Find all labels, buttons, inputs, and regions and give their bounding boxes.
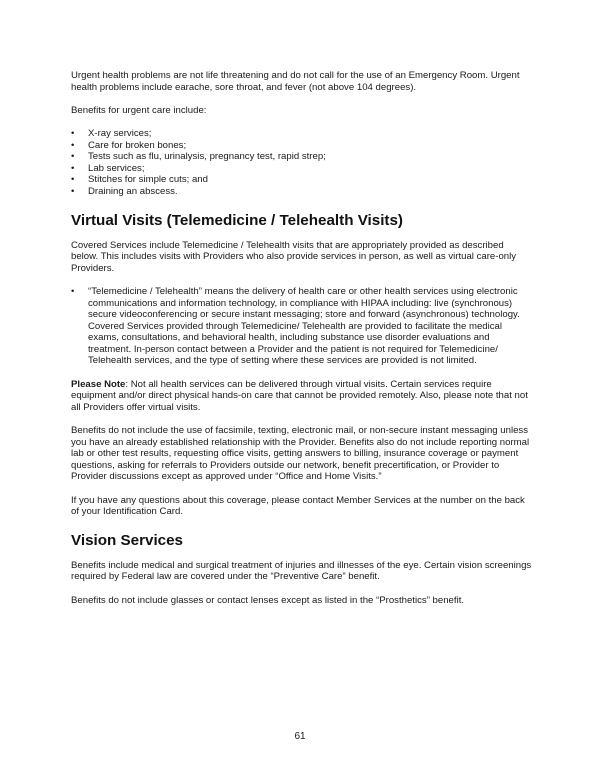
urgent-intro-paragraph: Urgent health problems are not life threatening and do not call for the use of an Emergency Room. Urgent health problems include earache, sore throat, and fever (not above 104 degrees). bbox=[71, 70, 520, 93]
virtual-definition-list bbox=[71, 286, 533, 367]
vision-exclusions-paragraph: Benefits do not include glasses or contact lenses except as listed in the “Prosthetics” benefit. bbox=[71, 594, 465, 606]
virtual-covered-paragraph: Covered Services include Telemedicine / Telehealth visits that are appropriately provided as described below. This includes visits with Providers who also provide services in person, as well as virtual care-only Providers. bbox=[71, 239, 517, 274]
please-note-label: Please Note bbox=[71, 378, 126, 390]
list-item: • “Telemedicine / Telehealth” means the delivery of health care or other health services using electronic communications and information technology, in compliance with HIPAA including: live (synchronous) secure videoconferencing or secure instant messaging; store and forward (asynchronous) technology. Covered Services provided through Telemedicine/ Telehealth are provided to facilitate the medical exams, consultations, and behavioral health, including substance use disorder evaluations and treatment. In-person contact between a Provider and the patient is not required for Telemedicine/ Telehealth services, and the type of setting where these services are provided is not limited. bbox=[71, 285, 520, 367]
list-item: • Tests such as flu, urinalysis, pregnancy test, rapid strep; bbox=[71, 151, 326, 163]
list-item: • Draining an abscess. bbox=[71, 185, 178, 197]
virtual-visits-heading: Virtual Visits (Telemedicine / Telehealth Visits) bbox=[71, 211, 403, 229]
bullet-icon: • bbox=[71, 174, 75, 186]
bullet-icon: • bbox=[71, 127, 75, 139]
please-note-paragraph: Please Note: Not all health services can be delivered through virtual visits. Certain services require equipment and/or direct physical hands-on care that cannot be provided remotely. Also, please note that not all Providers offer virtual visits. bbox=[71, 378, 528, 413]
urgent-benefits-list bbox=[71, 128, 533, 198]
page-number: 61 bbox=[294, 731, 306, 742]
bullet-icon: • bbox=[71, 185, 75, 197]
virtual-questions-paragraph: If you have any questions about this coverage, please contact Member Services at the number on the back of your Identification Card. bbox=[71, 494, 525, 518]
bullet-icon: • bbox=[71, 285, 75, 297]
list-item: • Care for broken bones; bbox=[71, 139, 187, 151]
vision-services-heading: Vision Services bbox=[71, 531, 184, 549]
urgent-benefits-label: Benefits for urgent care include: bbox=[71, 104, 207, 116]
bullet-icon: • bbox=[71, 151, 75, 163]
virtual-exclusions-paragraph: Benefits do not include the use of facsimile, texting, electronic mail, or non-secure instant messaging unless you have an already established relationship with the Provider. Benefits also do not include reporting normal lab or other test results, requesting office visits, getting answers to billing, insurance coverage or payment questions, asking for referrals to Providers outside our network, benefit precertification, or Provider to Provider discussions except as approved under “Office and Home Visits.” bbox=[71, 425, 530, 483]
document-page bbox=[71, 70, 533, 606]
list-item: • Lab services; bbox=[71, 162, 145, 174]
vision-benefits-paragraph: Benefits include medical and surgical treatment of injuries and illnesses of the eye. Certain vision screenings required by Federal law are covered under the “Preventive Care” benefit. bbox=[71, 559, 532, 583]
bullet-icon: • bbox=[71, 162, 75, 174]
list-item: • X-ray services; bbox=[71, 127, 152, 139]
list-item: • Stitches for simple cuts; and bbox=[71, 174, 208, 186]
bullet-icon: • bbox=[71, 139, 75, 151]
